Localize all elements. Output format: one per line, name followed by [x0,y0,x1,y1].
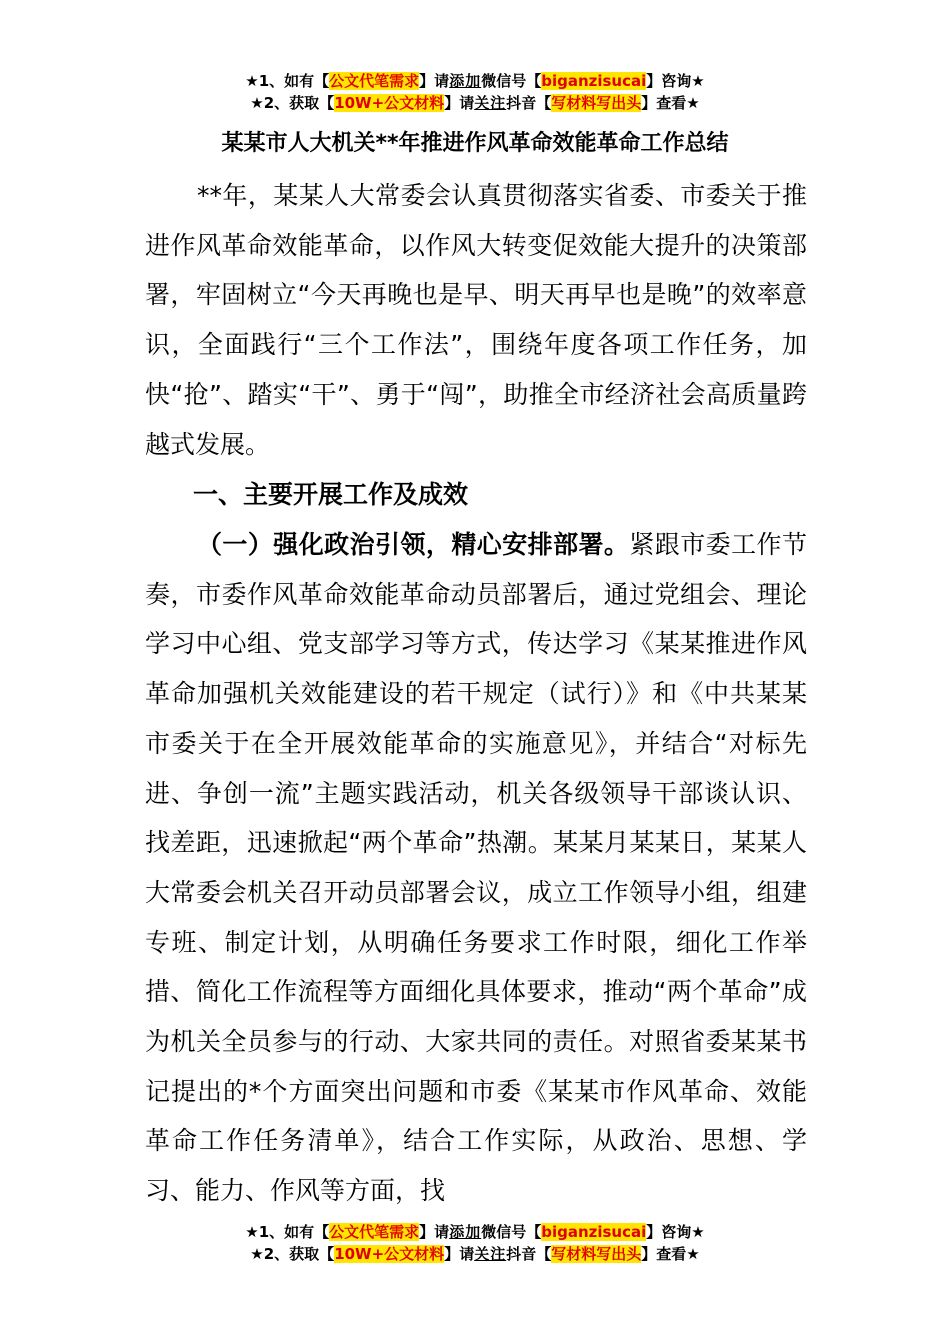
promo-text: 】查看★ [641,1245,700,1263]
promo-text: ★1、如有【 [245,72,330,90]
paragraph-body: 紧跟市委工作节奏，市委作风革命效能革命动员部署后，通过党组会、理论学习中心组、党支部学习等方式，传达学习《某某推进作风革命加强机关效能建设的若干规定（试行）》和《中共某某市委关于在全开展效能革命的实施意见》，并结合“对标先进、争创一流”主题实践活动，机关各级领导干部谈认识、找差距，迅速掀起“两个革命”热潮。某某月某某日，某某人大常委会机关召开动员部署会议，成立工作领导小组，组建专班、制定计划，从明确任务要求工作时限，细化工作举措、简化工作流程等方面细化具体要求，推动“两个革命”成为机关全员参与的行动、大家共同的责任。对照省委某某书记提出的*个方面突出问题和市委《某某市作风革命、效能革命工作任务清单》，结合工作实际，从政治、思想、学习、能力、作风等方面，找 [145,530,807,1206]
promo-banner-bottom [0,1221,950,1265]
promo-highlight-douyin-id: 写材料写出头 [551,1245,642,1263]
promo-highlight: 10W+公文材料 [334,1245,445,1263]
promo-text: ★2、获取【 [250,1245,335,1263]
promo-banner-top [0,70,950,114]
promo-text: 微信号【 [481,72,542,90]
promo-highlight: 公文代笔需求 [329,1223,420,1241]
promo-line-2 [0,1243,950,1265]
promo-text: 】咨询★ [646,1223,705,1241]
promo-text: ★1、如有【 [245,1223,330,1241]
paragraph-lead: （一）强化政治引领，精心安排部署。 [197,530,630,559]
promo-highlight-douyin-id: 写材料写出头 [551,94,642,112]
body-paragraph [145,520,807,1216]
promo-text: 抖音【 [506,94,552,112]
promo-text: ★2、获取【 [250,94,335,112]
promo-text: 微信号【 [481,1223,542,1241]
promo-emphasis: 关注 [474,94,507,112]
promo-emphasis: 添加 [449,72,482,90]
promo-text: 】查看★ [641,94,700,112]
promo-text: 】请 [444,1245,475,1263]
promo-highlight: 10W+公文材料 [334,94,445,112]
promo-highlight: 公文代笔需求 [329,72,420,90]
promo-highlight-wechat-id: biganzisucai [541,72,647,90]
promo-line-2 [0,92,950,114]
promo-text: 】请 [419,1223,450,1241]
promo-text: 】咨询★ [646,72,705,90]
promo-line-1 [0,1221,950,1243]
promo-text: 抖音【 [506,1245,552,1263]
promo-text: 】请 [444,94,475,112]
promo-text: 】请 [419,72,450,90]
intro-paragraph: **年，某某人大常委会认真贯彻落实省委、市委关于推进作风革命效能革命，以作风大转变促效能大提升的决策部署，牢固树立“今天再晚也是早、明天再早也是晚”的效率意识，全面践行“三个工作法”，围绕年度各项工作任务，加快“抢”、踏实“干”、勇于“闯”，助推全市经济社会高质量跨越式发展。 [145,181,807,459]
promo-emphasis: 添加 [449,1223,482,1241]
promo-line-1 [0,70,950,92]
document-title: 某某市人大机关**年推进作风革命效能革命工作总结 [221,131,729,156]
promo-highlight-wechat-id: biganzisucai [541,1223,647,1241]
section-heading: 一、主要开展工作及成效 [193,480,469,509]
promo-emphasis: 关注 [474,1245,507,1263]
